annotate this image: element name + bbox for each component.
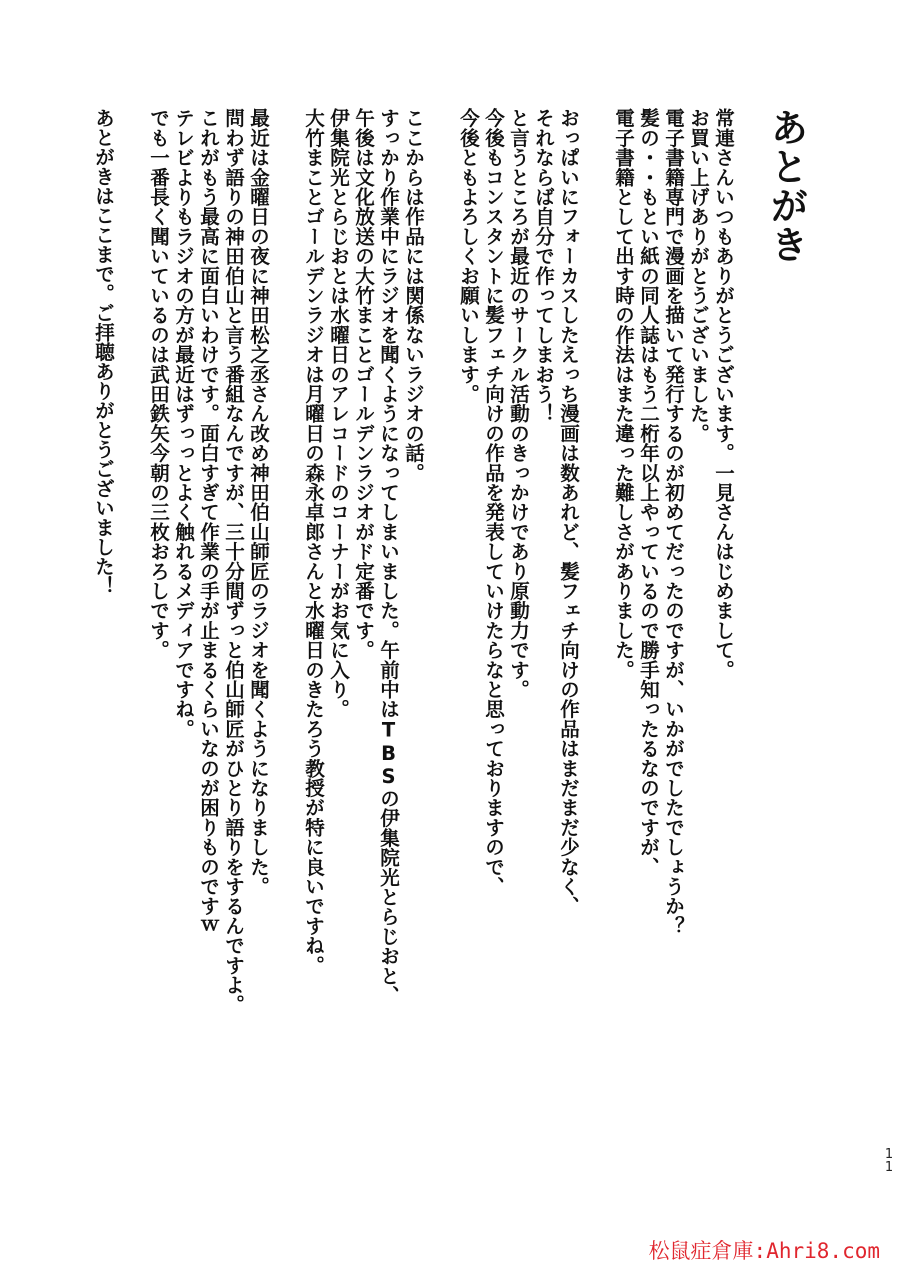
closing-line: あとがきはここまで。ご拝聴ありがとうございました！ (92, 108, 115, 596)
text-line: 今後ともよろしくお願いします。 (457, 108, 480, 404)
afterword-body (91, 108, 808, 1028)
page-title: あとがき (764, 108, 808, 264)
text-line: でも一番長く聞いているのは武田鉄矢今朝の三枚おろしです。 (147, 108, 170, 660)
text-line: 伊集院光とらじおとは水曜日のアレコードのコーナーがお気に入り。 (327, 108, 350, 719)
text-line: おっぱいにフォーカスしたえっち漫画は数あれど、髪フェチ向けの作品はまだまだ少なく、 (557, 108, 580, 916)
paragraph-greeting (611, 108, 736, 1028)
text-line: それならば自分で作ってしまおう！ (532, 108, 555, 424)
page-number-digit: 1 (884, 1160, 894, 1175)
text-line: 今後もコンスタントに髪フェチ向けの作品を発表していけたらなと思っておりますので、 (482, 108, 505, 896)
text-line: 電子書籍として出す時の作法はまた違った難しさがありました。 (612, 108, 635, 680)
text-line: 常連さんいつもありがとうございます。一見さんはじめまして。 (712, 108, 735, 680)
text-line: 午後は文化放送の大竹まことゴールデンラジオがド定番です。 (352, 108, 375, 660)
page-number-digit: 1 (884, 1147, 894, 1162)
paragraph-radio (301, 108, 426, 1028)
text-line: 髪の・・もとい紙の同人誌はもう二桁年以上やっているので勝手知ったるなのですが、 (637, 108, 660, 877)
text-line: 電子書籍専門で漫画を描いて発行するのが初めてだったのですが、いかがでしたでしょうか？ (662, 108, 685, 936)
watermark: 松鼠症倉庫:Ahri8.com (648, 1239, 880, 1263)
text-line: 大竹まことゴールデンラジオは月曜日の森永卓郎さんと水曜日のきたろう教授が特に良いですね。 (302, 108, 325, 975)
text-line: お買い上げありがとうございました。 (687, 108, 710, 443)
text-line: と言うところが最近のサークル活動のきっかけであり原動力です。 (507, 108, 530, 699)
paragraph-motivation (456, 108, 581, 1028)
text-line: 最近は金曜日の夜に神田松之丞さん改め神田伯山師匠のラジオを聞くようになりました。 (247, 108, 270, 896)
text-line: これがもう最高に面白いわけです。面白すぎて作業の手が止まるくらいなのが困りものですｗ (197, 108, 220, 936)
paragraph-recent (146, 108, 271, 1028)
text-line: ここからは作品には関係ないラジオの話。 (402, 108, 425, 483)
page-number (884, 1148, 894, 1174)
text-line: 問わず語りの神田伯山と言う番組なんですが、三十分間ずっと伯山師匠がひとり語りをするんですよ。 (222, 108, 245, 1015)
text-line: テレビよりもラジオの方が最近はずっっとよく触れるメディアですね。 (172, 108, 195, 739)
text-line: すっかり作業中にラジオを聞くようになってしまいました。午前中はTBSの伊集院光とらじおと、 (377, 108, 400, 1005)
